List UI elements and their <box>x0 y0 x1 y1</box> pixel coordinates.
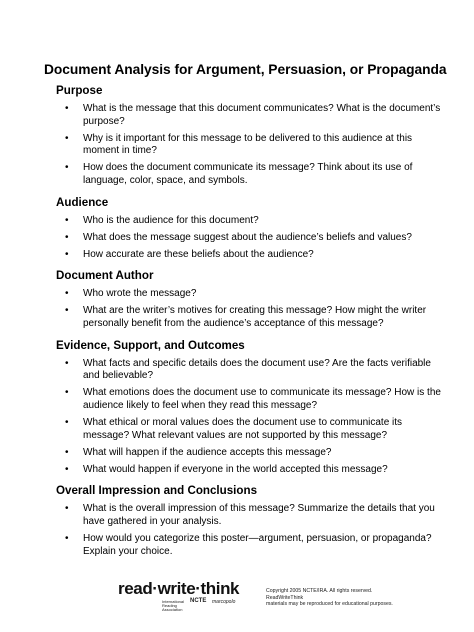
bullet-icon: • <box>65 103 69 114</box>
section-heading: Evidence, Support, and Outcomes <box>56 338 245 352</box>
readwritethink-logo <box>118 579 258 612</box>
marcopolo-logo: marcopolo <box>212 599 236 605</box>
list-item <box>56 533 448 558</box>
list-item <box>56 387 448 412</box>
section-document-author <box>56 269 456 330</box>
list-item <box>56 232 448 245</box>
bullet-icon: • <box>65 288 69 300</box>
section-heading: Overall Impression and Conclusions <box>56 484 258 498</box>
copyright-line: Copyright 2005 NCTE/IRA. All rights reserved. ReadWriteThink <box>266 588 373 601</box>
list-item-text: What emotions does the document use to communicate its message? How is the audience likely to feel when they read this message? <box>83 387 441 411</box>
bullet-icon: • <box>65 162 69 174</box>
list-item-text: What facts and specific details does the document use? Are the facts verifiable and believable? <box>83 357 431 382</box>
bullet-icon: • <box>65 387 69 399</box>
list-item <box>56 417 448 442</box>
list-item-text: What is the message that this document communicates? What is the document’s purpose? <box>83 103 441 127</box>
bullet-icon: • <box>65 132 69 144</box>
copyright-line: materials may be reproduced for educational purposes. <box>266 601 393 607</box>
section-heading: Purpose <box>56 84 103 97</box>
bullet-list <box>56 288 456 330</box>
ira-logo: International Reading Association <box>162 599 185 612</box>
document-sections <box>56 84 456 566</box>
section-heading: Document Author <box>56 269 154 283</box>
logo-wordmark: read·write·think <box>118 579 240 598</box>
list-item-text: Who is the audience for this document? <box>83 214 259 226</box>
list-item <box>56 358 448 383</box>
list-item <box>56 215 448 228</box>
bullet-icon: • <box>65 248 69 260</box>
bullet-icon: • <box>65 533 69 545</box>
list-item <box>56 305 448 330</box>
list-item <box>56 288 448 301</box>
list-item <box>56 447 448 460</box>
list-item-text: Why is it important for this message to be delivered to this audience at this moment in time? <box>83 132 413 157</box>
list-item-text: What ethical or moral values does the document use to communicate its message? What relevant values are not supported by this message? <box>83 417 403 441</box>
section-purpose <box>56 84 456 188</box>
bullet-icon: • <box>65 357 69 369</box>
bullet-list <box>56 503 456 558</box>
list-item-text: What are the writer’s motives for creating this message? How might the writer personally benefit from the audience’s acceptance of this message? <box>83 305 427 330</box>
document-title: Document Analysis for Argument, Persuasion, or Propaganda <box>44 62 447 77</box>
section-evidence <box>56 339 456 477</box>
bullet-icon: • <box>65 446 69 458</box>
list-item <box>56 162 448 187</box>
list-item-text: How accurate are these beliefs about the audience? <box>83 248 314 260</box>
list-item <box>56 249 448 262</box>
page-footer <box>118 579 438 612</box>
bullet-icon: • <box>65 463 69 475</box>
bullet-icon: • <box>65 231 69 243</box>
list-item-text: What is the overall impression of this message? Summarize the details that you have gathered in your analysis. <box>83 503 435 527</box>
list-item-text: How does the document communicate its message? Think about its use of language, color, space, and symbols. <box>83 162 413 186</box>
list-item <box>56 133 448 158</box>
bullet-icon: • <box>65 305 69 317</box>
section-heading: Audience <box>56 195 109 209</box>
bullet-icon: • <box>65 214 69 226</box>
bullet-icon: • <box>65 503 69 515</box>
bullet-icon: • <box>65 417 69 428</box>
bullet-list <box>56 103 456 188</box>
ncte-logo: NCTE <box>190 598 207 604</box>
list-item <box>56 503 448 528</box>
section-audience <box>56 196 456 262</box>
list-item <box>56 103 448 128</box>
list-item-text: What will happen if the audience accepts this message? <box>83 446 332 458</box>
list-item-text: What would happen if everyone in the world accepted this message? <box>83 463 388 475</box>
list-item <box>56 464 448 477</box>
list-item-text: How would you categorize this poster—argument, persuasion, or propaganda? Explain your choice. <box>83 533 432 557</box>
copyright-notice <box>266 588 396 608</box>
list-item-text: What does the message suggest about the audience’s beliefs and values? <box>83 231 412 243</box>
bullet-list <box>56 358 456 477</box>
bullet-list <box>56 215 456 262</box>
list-item-text: Who wrote the message? <box>83 288 197 300</box>
section-overall-impression <box>56 484 456 558</box>
